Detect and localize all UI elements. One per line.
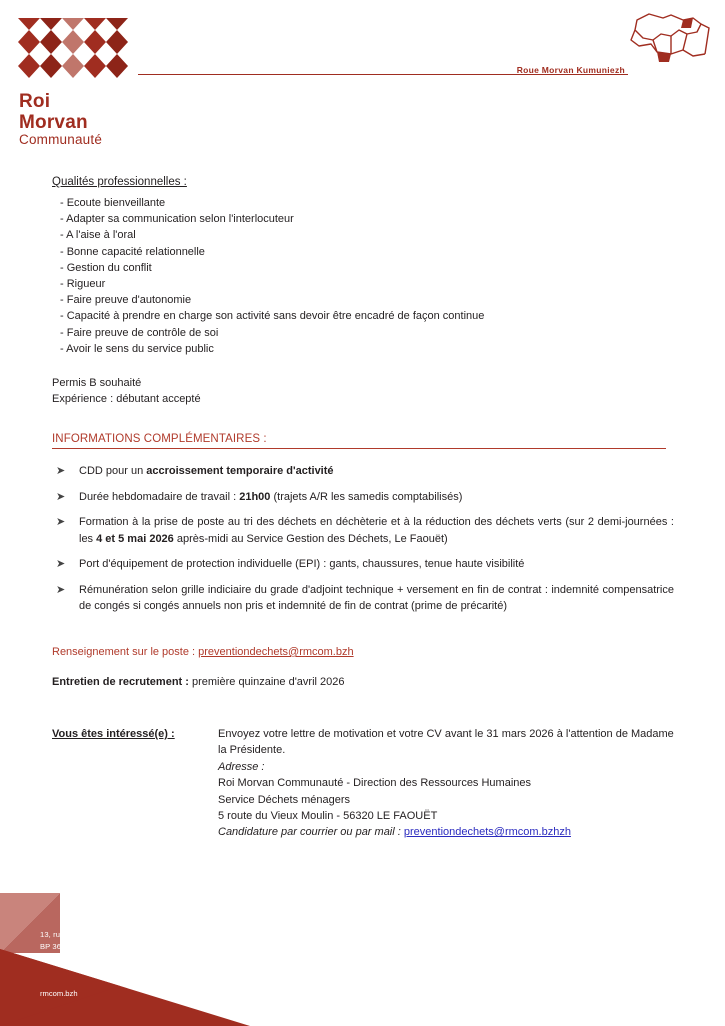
list-item: - Bonne capacité relationnelle [60, 245, 205, 258]
breizh-label: Roue Morvan Kumuniezh [516, 65, 625, 75]
interested-line-2: Roi Morvan Communauté - Direction des Ressources Humaines [218, 777, 532, 790]
bullet-text-plain: Durée hebdomadaire de travail : [79, 490, 240, 503]
list-item [52, 463, 674, 480]
interested-line-1: Envoyez votre lettre de motivation et votre CV avant le 31 mars 2026 à l'attention de Madame la Présidente. [218, 727, 674, 757]
candidature-email-link[interactable]: preventiondechets@rmcom.bzhzh [403, 826, 571, 839]
bullet-text-plain-2: après-midi au Service Gestion des Déchets, Le Faouët) [173, 532, 448, 545]
document-body [52, 176, 674, 841]
entretien-value: première quinzaine d'avril 2026 [191, 675, 345, 688]
qualities-list [52, 195, 674, 357]
footer-website: rmcom.bzh [40, 989, 78, 998]
interested-line-4: 5 route du Vieux Moulin - 56320 LE FAOUËT [218, 809, 438, 822]
arrow-bullet-icon: ➤ [56, 465, 66, 478]
permis-line: Permis B souhaité [52, 377, 142, 390]
interested-block [52, 726, 674, 841]
renseignement-label: Renseignement sur le poste : [52, 645, 199, 658]
footer-address-line-1: 13, rue J. Rodallec [40, 930, 106, 940]
list-item: - Adapter sa communication selon l'interlocuteur [60, 213, 294, 226]
footer-decoration [0, 841, 250, 1026]
logo-line-2: Morvan [19, 111, 88, 133]
bullet-text-plain: Port d'équipement de protection individuelle (EPI) : gants, chaussures, tenue haute visibilité [79, 558, 525, 571]
list-item [52, 489, 674, 506]
arrow-bullet-icon: ➤ [56, 516, 66, 529]
footer-address-line-2: BP 36 - 56 110 Gourin [40, 941, 117, 951]
footer-address-line-3: Tél. : 02 97 23 36 90 [40, 953, 112, 963]
logo-line-3: Communauté [19, 132, 103, 148]
footer-address [40, 929, 117, 964]
list-item [52, 556, 674, 573]
arrow-bullet-icon: ➤ [56, 583, 66, 596]
rmc-diamond-logo-icon [18, 18, 130, 80]
bullet-text-plain: CDD pour un [79, 465, 147, 478]
list-item: - Rigueur [60, 278, 106, 291]
list-item [52, 514, 674, 547]
qualities-title: Qualités professionnelles : [52, 176, 187, 188]
logo-wordmark [19, 92, 102, 148]
bullet-text-plain-2: (trajets A/R les samedis comptabilisés) [270, 490, 463, 503]
interested-line-3: Service Déchets ménagers [218, 793, 351, 806]
bullet-text-bold: 4 et 5 mai 2026 [96, 532, 174, 545]
list-item: - Avoir le sens du service public [60, 342, 214, 355]
interested-body [218, 726, 674, 841]
info-section-divider [52, 448, 666, 449]
list-item: - Ecoute bienveillante [60, 197, 166, 209]
bullet-text-bold: accroissement temporaire d'activité [146, 465, 334, 478]
brittany-map-icon [627, 12, 711, 74]
bullet-text-plain: Formation à la prise de poste au tri des déchets en déchèterie et à la réduction des déchets verts (sur 2 demi-journées : les [79, 516, 674, 545]
page-header [0, 0, 725, 165]
list-item: - Capacité à prendre en charge son activité sans devoir être encadré de façon continue [60, 310, 485, 323]
logo-line-1: Roi [19, 91, 51, 112]
list-item: - Faire preuve de contrôle de soi [60, 326, 219, 339]
list-item: - Faire preuve d'autonomie [60, 294, 192, 307]
list-item: - Gestion du conflit [60, 261, 152, 274]
interested-line-5 [218, 824, 674, 840]
arrow-bullet-icon: ➤ [56, 558, 66, 571]
candidature-prefix: Candidature par courrier ou par mail : [218, 826, 404, 839]
list-item: - A l'aise à l'oral [60, 229, 136, 242]
renseignement-email-link[interactable]: preventiondechets@rmcom.bzh [198, 645, 354, 658]
experience-line: Expérience : débutant accepté [52, 393, 201, 406]
entretien-label: Entretien de recrutement : [52, 675, 192, 688]
interested-label: Vous êtes intéressé(e) : [52, 727, 175, 740]
bullet-text-plain: Rémunération selon grille indiciaire du grade d'adjoint technique + versement en fin de contrat : indemnité compensatrice de congés si congés annuels non pris et indemnité de fin de contrat (prime de précarité) [79, 583, 674, 613]
info-section-title: INFORMATIONS COMPLÉMENTAIRES : [52, 433, 267, 446]
entretien-line [52, 676, 674, 688]
list-item [52, 582, 674, 615]
arrow-bullet-icon: ➤ [56, 490, 66, 503]
bullet-text-bold: 21h00 [239, 490, 271, 503]
renseignement-line [52, 646, 674, 658]
adresse-label: Adresse : [218, 760, 265, 773]
info-bullets-list [52, 463, 674, 615]
